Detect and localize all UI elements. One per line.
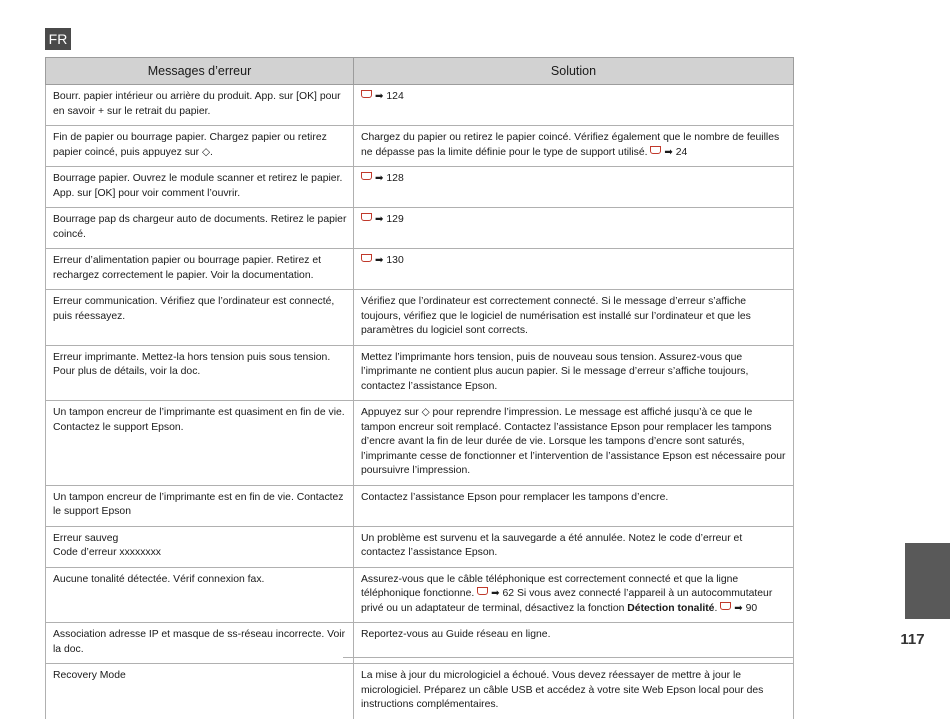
solution-text: Si vous avez connecté l’appareil à un autocommutateur privé ou un adaptateur de terminal, désactivez la fonction — [361, 588, 773, 614]
manual-icon — [361, 90, 372, 98]
table-row — [46, 526, 794, 567]
solution-cell: Mettez l’imprimante hors tension, puis de nouveau sous tension. Assurez-vous que l’imprimante ne contient plus aucun papier. Si le message d’erreur s’affiche toujours, contactez l’assistance Epson. — [354, 345, 794, 401]
page-reference[interactable]: 24 — [675, 146, 688, 158]
table-row — [46, 85, 794, 126]
table-row — [46, 290, 794, 346]
error-message-line: Code d’erreur xxxxxxxx — [53, 547, 161, 558]
page-number: 117 — [900, 631, 925, 648]
solution-text: Assurez-vous que le câble téléphonique est correctement connecté et que la ligne téléphonique fonctionne. — [361, 573, 739, 599]
solution-cell: Vérifiez que l’ordinateur est correctement connecté. Si le message d’erreur s’affiche toujours, vérifiez que le logiciel de numérisation est installé sur l’ordinateur et que les paramètres du logiciel sont corrects. — [354, 290, 794, 346]
column-header-messages: Messages d’erreur — [46, 58, 354, 85]
section-side-tab — [905, 543, 950, 619]
solution-cell — [354, 249, 794, 290]
manual-icon — [361, 213, 372, 221]
error-message-cell: Un tampon encreur de l’imprimante est en fin de vie. Contactez le support Epson — [46, 485, 354, 526]
manual-icon — [477, 587, 488, 595]
solution-cell — [354, 167, 794, 208]
error-message-cell: Bourrage papier. Ouvrez le module scanner et retirez le papier. App. sur [OK] pour voir comment l’ouvrir. — [46, 167, 354, 208]
arrow-right-icon: ➡ — [375, 214, 384, 225]
error-message-cell: Recovery Mode — [46, 664, 354, 719]
solution-cell: La mise à jour du micrologiciel a échoué. Vous devez réessayer de mettre à jour le micrologiciel. Préparez un câble USB et accédez à votre site Web Epson local pour des instructions complémentaires. — [354, 664, 794, 719]
error-message-line: Erreur sauveg — [53, 532, 119, 544]
column-header-solution: Solution — [354, 58, 794, 85]
error-message-cell — [46, 526, 354, 567]
table-row — [46, 208, 794, 249]
error-message-cell: Bourr. papier intérieur ou arrière du produit. App. sur [OK] pour en savoir + sur le retrait du papier. — [46, 85, 354, 126]
page-reference[interactable]: 90 — [745, 602, 758, 614]
manual-icon — [361, 254, 372, 262]
page-reference[interactable]: 130 — [386, 255, 404, 266]
page-reference[interactable]: 62 — [502, 588, 515, 599]
table-row — [46, 345, 794, 401]
table-header-row — [46, 58, 794, 85]
arrow-right-icon: ➡ — [375, 173, 384, 184]
page-reference[interactable]: 124 — [386, 91, 404, 102]
arrow-right-icon: ➡ — [664, 146, 673, 158]
solution-cell: Reportez-vous au Guide réseau en ligne. — [354, 623, 794, 664]
solution-cell: Appuyez sur ◇ pour reprendre l’impression. Le message est affiché jusqu’à ce que le tampon encreur soit remplacé. Contactez l’assistance Epson pour remplacer les tampons d’encre avant la fin de leur durée de vie. Lorsque les tampons d’encre sont saturés, l’imprimante cesse de fonctionner et l’intervention de l’assistance Epson est nécessaire pour poursuivre l’impression. — [354, 401, 794, 486]
error-message-cell: Fin de papier ou bourrage papier. Chargez papier ou retirez papier coincé, puis appuyez sur ◇. — [46, 126, 354, 167]
manual-icon — [650, 146, 661, 154]
error-message-cell: Bourrage pap ds chargeur auto de documents. Retirez le papier coincé. — [46, 208, 354, 249]
table-bottom-rule — [343, 657, 793, 658]
error-message-cell: Association adresse IP et masque de ss-réseau incorrecte. Voir la doc. — [46, 623, 354, 664]
arrow-right-icon: ➡ — [375, 91, 384, 102]
table-row — [46, 567, 794, 623]
error-message-cell: Un tampon encreur de l’imprimante est quasiment en fin de vie. Contactez le support Epson. — [46, 401, 354, 486]
solution-cell: Un problème est survenu et la sauvegarde a été annulée. Notez le code d’erreur et contactez l’assistance Epson. — [354, 526, 794, 567]
manual-icon — [361, 172, 372, 180]
solution-cell: Assurez-vous que le câble téléphonique est correctement connecté et que la ligne téléphonique fonctionne. ➡ 62 Si vous avez connecté l’appareil à un autocommutateur privé ou un adaptateur de terminal, désactivez la fonction Détection tonalité. ➡ 90 — [354, 567, 794, 623]
solution-cell — [354, 85, 794, 126]
error-messages-table — [45, 57, 794, 719]
arrow-right-icon: ➡ — [734, 602, 743, 614]
table-row — [46, 401, 794, 486]
error-message-cell: Erreur d’alimentation papier ou bourrage papier. Retirez et rechargez correctement le papier. Voir la documentation. — [46, 249, 354, 290]
page-reference[interactable]: 129 — [386, 214, 404, 225]
arrow-right-icon: ➡ — [375, 255, 384, 266]
error-message-cell: Erreur communication. Vérifiez que l’ordinateur est connecté, puis réessayez. — [46, 290, 354, 346]
solution-cell — [354, 126, 794, 167]
manual-icon — [720, 602, 731, 610]
table-row — [46, 126, 794, 167]
arrow-right-icon: ➡ — [491, 588, 500, 599]
error-message-cell: Aucune tonalité détectée. Vérif connexion fax. — [46, 567, 354, 623]
table-row — [46, 167, 794, 208]
table-row — [46, 249, 794, 290]
page-reference[interactable]: 128 — [386, 173, 404, 184]
table-row — [46, 664, 794, 719]
solution-text: Chargez du papier ou retirez le papier coincé. Vérifiez également que le nombre de feuilles ne dépasse pas la limite définie pour le type de support utilisé. — [361, 132, 780, 158]
language-badge: FR — [45, 28, 71, 50]
feature-name: Détection tonalité — [627, 602, 715, 614]
error-message-cell: Erreur imprimante. Mettez-la hors tension puis sous tension. Pour plus de détails, voir la doc. — [46, 345, 354, 401]
table-row — [46, 485, 794, 526]
solution-cell: Contactez l’assistance Epson pour remplacer les tampons d’encre. — [354, 485, 794, 526]
solution-cell — [354, 208, 794, 249]
